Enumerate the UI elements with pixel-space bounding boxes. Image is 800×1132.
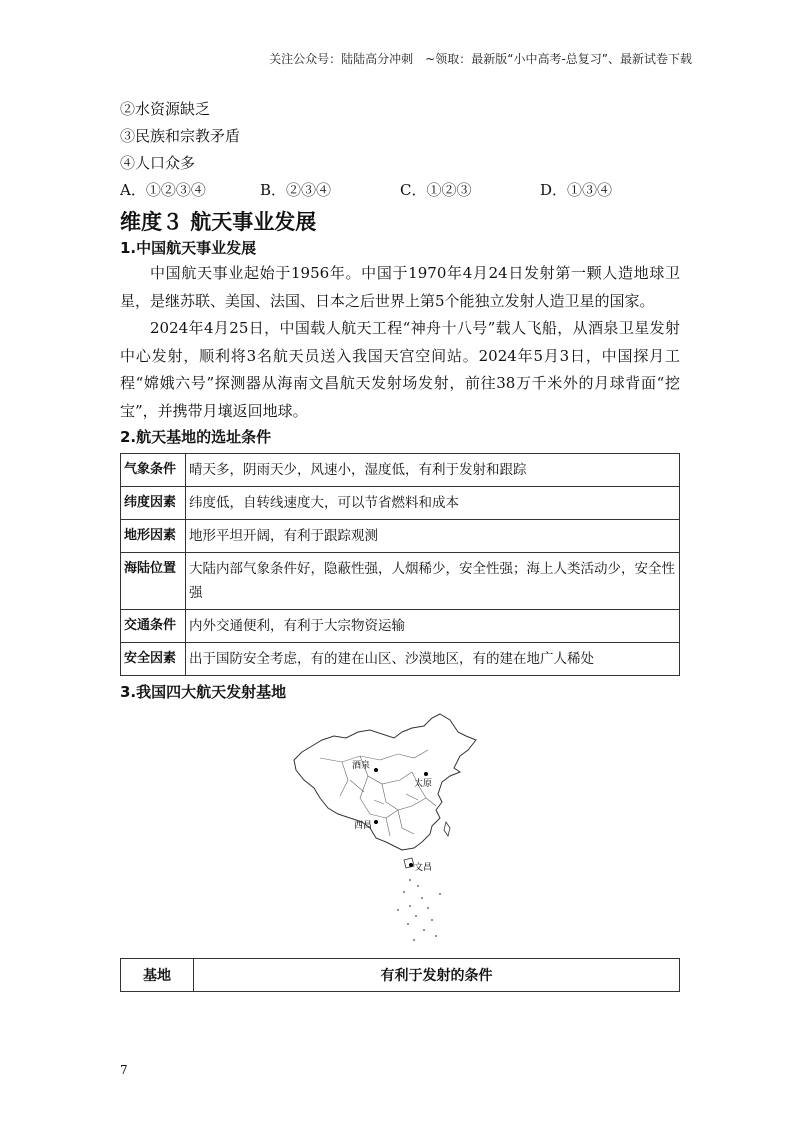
table-row [121,610,680,643]
option-d: D．①③④ [540,181,613,199]
table-row [121,520,680,553]
paragraph-1: 中国航天事业起始于1956年。中国于1970年4月24日发射第一颗人造地球卫星，是继苏联、美国、法国、日本之后世界上第5个能独立发射人造卫星的国家。 [120,264,680,310]
table-header-row [121,959,680,992]
row-key: 气象条件 [121,454,186,487]
row-key: 交通条件 [121,610,186,643]
map-label-xichang: 西昌 [354,821,373,831]
row-key: 安全因素 [121,643,186,676]
launch-base-table [120,958,680,992]
table-row [121,454,680,487]
row-value: 大陆内部气象条件好，隐蔽性强，人烟稀少，安全性强；海上人类活动少，安全性强 [186,553,680,610]
province-borders [320,750,436,836]
map-outline [294,714,476,850]
subsection-title-1: 1.中国航天事业发展 [120,239,257,257]
subsection-title-3: 3.我国四大航天发射基地 [120,683,287,701]
header-base: 基地 [121,959,194,992]
taiwan-island [444,822,450,836]
subsection-title-2: 2.航天基地的选址条件 [120,428,272,446]
site-conditions-table [120,453,680,676]
row-key: 海陆位置 [121,553,186,610]
page-header: 关注公众号：陆陆高分冲刺 ~领取：最新版“小中高考-总复习”、最新试卷下载 [269,52,692,66]
china-map-figure [120,710,680,950]
map-label-taiyuan: 太原 [414,779,433,789]
table-row [121,553,680,610]
map-label-wenchang: 文昌 [414,863,433,873]
paragraph-2: 2024年4月25日，中国载人航天工程“神舟十八号”载人飞船，从酒泉卫星发射中心发射，顺利将3名航天员送入我国天宫空间站。2024年5月3日，中国探月工程“嫦娥六号”探测器从海南文昌航天发射场发射，前往38万千米外的月球背面“挖宝”，并携带月壤返回地球。 [120,319,680,420]
row-value: 晴天多，阴雨天少，风速小，湿度低，有利于发射和跟踪 [186,454,680,487]
answer-options [120,177,680,204]
row-value: 内外交通便利，有利于大宗物资运输 [186,610,680,643]
table-row [121,643,680,676]
table-row [121,487,680,520]
row-value: 出于国防安全考虑，有的建在山区、沙漠地区，有的建在地广人稀处 [186,643,680,676]
row-value: 地形平坦开阔，有利于跟踪观测 [186,520,680,553]
option-a: A．①②③④ [120,181,206,199]
page-number: 7 [120,1063,128,1077]
option-c: C．①②③ [400,181,472,199]
list-item: ②水资源缺乏 [120,100,211,118]
row-key: 地形因素 [121,520,186,553]
list-item: ③民族和宗教矛盾 [120,127,241,145]
content [120,96,680,992]
china-map [290,710,490,950]
header-conditions: 有利于发射的条件 [194,959,680,992]
option-b: B．②③④ [260,181,332,199]
map-label-jiuquan: 酒泉 [352,761,371,771]
list-item: ④人口众多 [120,154,196,172]
hainan-island [404,858,414,868]
row-value: 纬度低，自转线速度大，可以节省燃料和成本 [186,487,680,520]
south-sea-islands [397,879,441,941]
section-title: 维度３ 航天事业发展 [120,210,317,234]
row-key: 纬度因素 [121,487,186,520]
